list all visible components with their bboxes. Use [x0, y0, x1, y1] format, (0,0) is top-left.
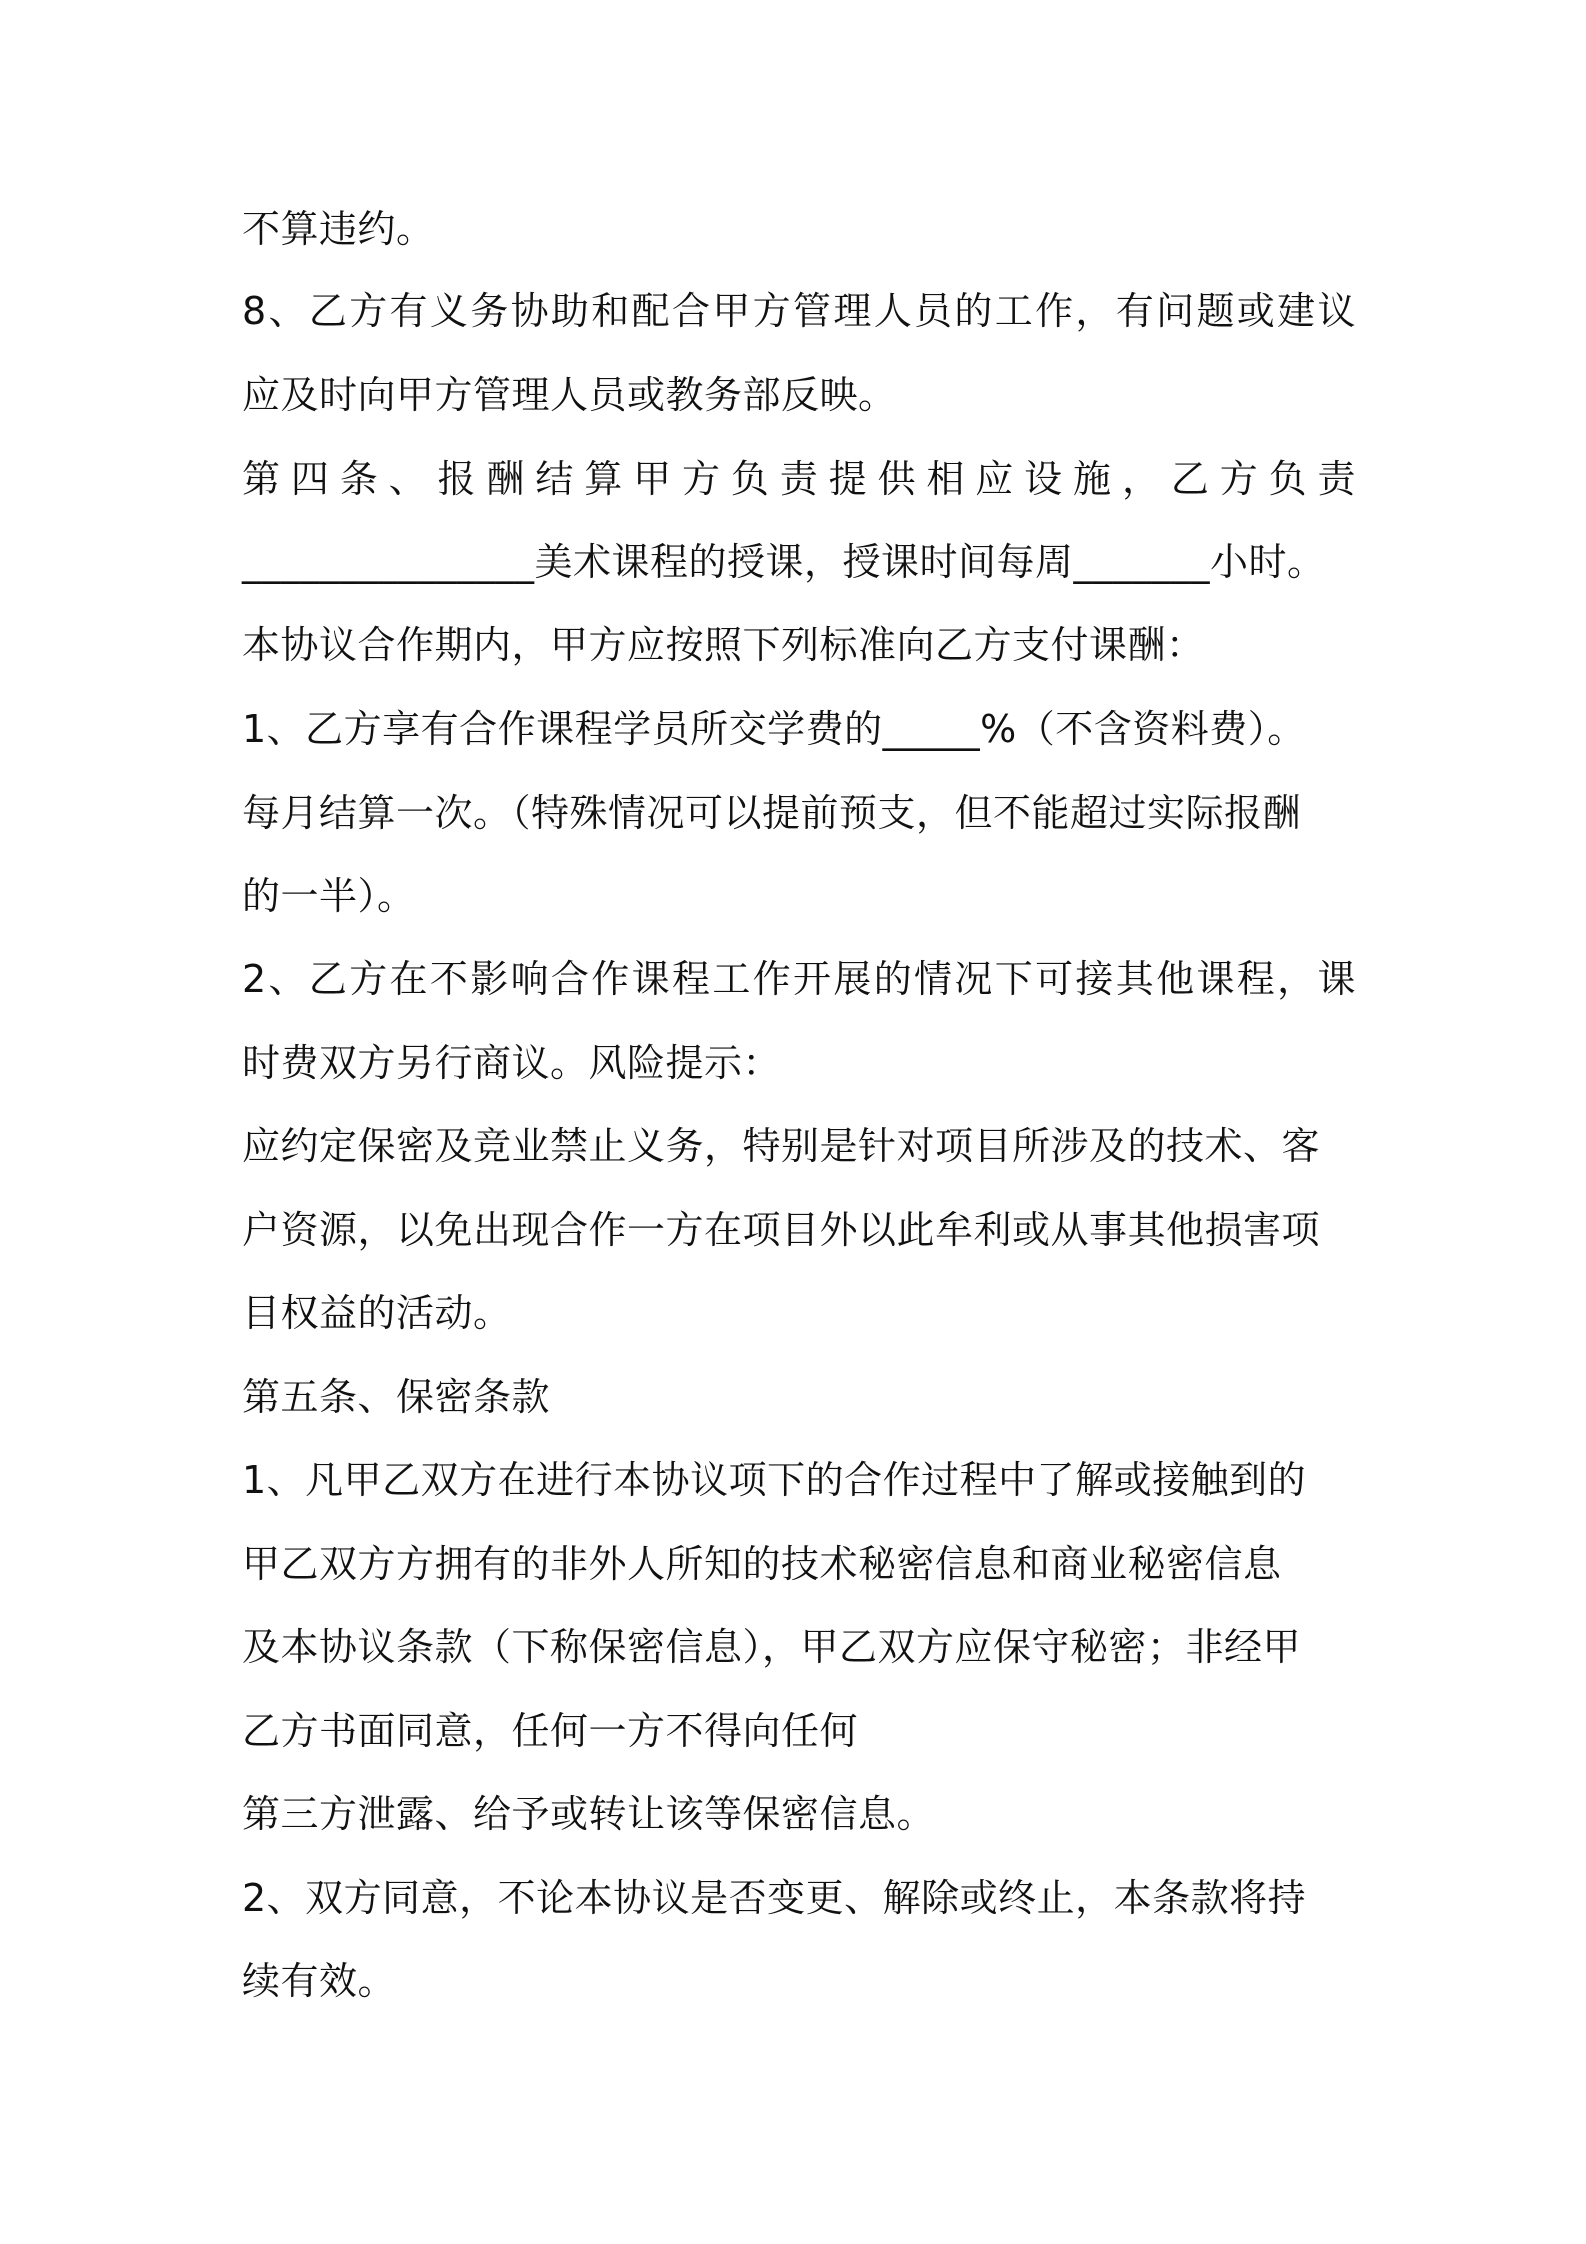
text-line: 1、凡甲乙双方在进行本协议项下的合作过程中了解或接触到的 [242, 1458, 1307, 1502]
text-line: 本协议合作期内，甲方应按照下列标准向乙方支付课酬： [242, 623, 1205, 667]
text-line: 应约定保密及竞业禁止义务，特别是针对项目所涉及的技术、客 [242, 1124, 1321, 1168]
article-4-heading: 第四条、报酬结算甲方负责提供相应设施，乙方负责 [242, 457, 1356, 501]
text-line: 户资源，以免出现合作一方在项目外以此牟利或从事其他损害项 [242, 1208, 1321, 1252]
text-line: 的一半）。 [242, 874, 416, 918]
text-line: _______________美术课程的授课，授课时间每周_______小时。 [242, 540, 1326, 584]
text-line: 时费双方另行商议。风险提示： [242, 1041, 782, 1085]
text-line: 第三方泄露、给予或转让该等保密信息。 [242, 1792, 936, 1836]
text-line: 续有效。 [242, 1959, 397, 2003]
text-line: 1、乙方享有合作课程学员所交学费的_____%（不含资料费）。 [242, 707, 1306, 751]
text-line: 不算违约。 [242, 207, 435, 251]
text-line: 2、双方同意，不论本协议是否变更、解除或终止，本条款将持 [242, 1876, 1307, 1920]
text-line: 及本协议条款（下称保密信息），甲乙双方应保守秘密；非经甲 [242, 1625, 1302, 1669]
text-line: 2、乙方在不影响合作课程工作开展的情况下可接其他课程，课 [242, 957, 1356, 1001]
text-line: 应及时向甲方管理人员或教务部反映。 [242, 373, 897, 417]
text-line: 乙方书面同意，任何一方不得向任何 [242, 1709, 859, 1753]
text-line: 每月结算一次。（特殊情况可以提前预支，但不能超过实际报酬 [242, 791, 1302, 835]
text-line: 目权益的活动。 [242, 1291, 512, 1335]
text-line: 8、乙方有义务协助和配合甲方管理人员的工作，有问题或建议 [242, 289, 1356, 333]
text-line: 甲乙双方方拥有的非外人所知的技术秘密信息和商业秘密信息 [242, 1542, 1282, 1586]
article-5-heading: 第五条、保密条款 [242, 1375, 551, 1419]
